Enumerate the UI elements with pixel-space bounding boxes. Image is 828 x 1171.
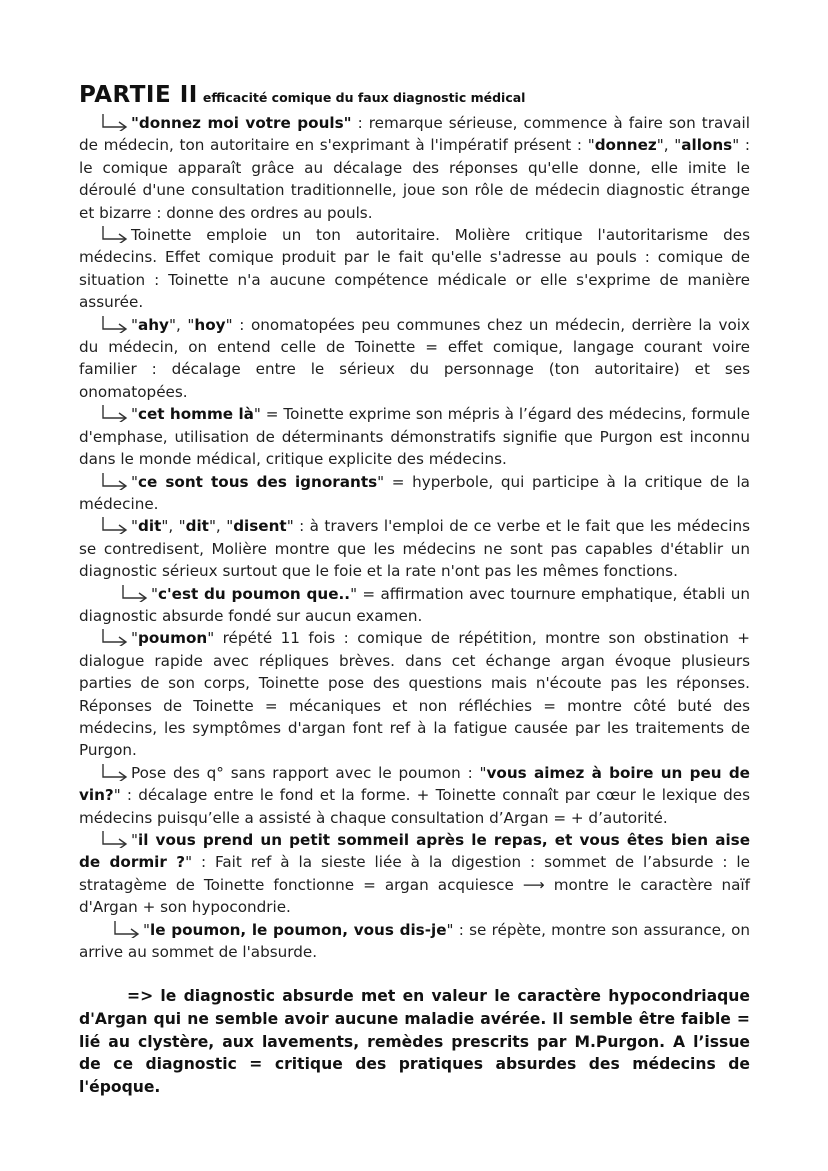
quote-bold: le poumon, le poumon, vous dis-je xyxy=(150,920,447,939)
paragraph-text: " = hyperbole, qui participe à la critique de la médecine. xyxy=(79,472,750,513)
paragraph-3 xyxy=(79,314,750,404)
turn-right-arrow-icon xyxy=(101,404,131,422)
paragraph-text: " xyxy=(151,584,158,603)
paragraph-text: : remarque sérieuse, commence à faire son travail de médecin, ton autoritaire en s'exprimant à l'impératif présent : " xyxy=(79,114,750,155)
turn-right-arrow-icon xyxy=(101,225,131,243)
paragraph-4 xyxy=(79,403,750,470)
paragraph-text: " xyxy=(131,405,138,424)
paragraph-1 xyxy=(79,112,750,224)
quote-bold: ce sont tous des ignorants xyxy=(138,472,378,491)
paragraph-text: ", " xyxy=(161,517,186,536)
paragraph-text: " : décalage entre le fond et la forme. + Toinette connaît par cœur le lexique des médecins puisqu’elle a assisté à chaque consultation d’Argan = + d’autorité. xyxy=(79,786,750,827)
turn-right-arrow-icon xyxy=(113,920,143,938)
turn-right-arrow-icon xyxy=(101,763,131,781)
paragraph-5 xyxy=(79,471,750,516)
paragraph-text: " xyxy=(131,629,138,648)
paragraph-text: " xyxy=(131,831,138,849)
paragraph-text: " : à travers l'emploi de ce verbe et le fait que les médecins se contredisent, Molière montre que les médecins ne sont pas capables d'établir un diagnostic sérieux surtout que le foie et la rate n'ont pas les mêmes fonctions. xyxy=(79,517,750,581)
paragraph-text: ", " xyxy=(208,517,234,536)
turn-right-arrow-icon xyxy=(101,830,131,848)
paragraph-text: " : onomatopées peu communes chez un médecin, derrière la voix du médecin, on entend celle de Toinette = effet comique, langage courant voire familier : décalage entre le sérieux du personnage (ton autoritaire) et ses onomatopées. xyxy=(79,315,750,401)
paragraph-text: " : se répète, montre son assurance, on arrive au sommet de l'absurde. xyxy=(79,920,750,962)
paragraph-2 xyxy=(79,224,750,314)
paragraph-7 xyxy=(79,583,750,628)
quote-bold: il vous prend un petit sommeil après le repas, et vous êtes bien aise de dormir ? xyxy=(79,831,750,872)
quote-bold: vous aimez à boire un peu de vin? xyxy=(79,763,750,805)
paragraph-text: " = Toinette exprime son mépris à l’égard des médecins, formule d'emphase, utilisation de déterminants démonstratifs signifie que Purgon est inconnu dans le monde médical, critique explicite des médecins. xyxy=(79,405,750,469)
turn-right-arrow-icon xyxy=(121,584,151,602)
paragraph-text: Toinette emploie un ton autoritaire. Molière critique l'autoritarisme des médecins. Effet comique produit par le fait qu'elle s'adresse au pouls : comique de situation : Toinette n'a aucune compétence médicale or elle s'exprime de manière assurée. xyxy=(79,226,750,312)
conclusion-text: => le diagnostic absurde met en valeur le caractère hypocondriaque d'Argan qui ne semble avoir aucune maladie avérée. Il semble être faible = lié au clystère, aux lavements, remèdes prescrits par M.Purgon. A l’issue de ce diagnostic = critique des pratiques absurdes des médecins de l'époque. xyxy=(79,987,750,1096)
paragraph-6 xyxy=(79,515,750,582)
paragraph-text: " = affirmation avec tournure emphatique, établi un diagnostic absurde fondé sur aucun examen. xyxy=(79,584,750,625)
quote-bold: cet homme là xyxy=(138,405,254,424)
turn-right-arrow-icon xyxy=(101,628,131,646)
paragraph-text: " : Fait ref à la sieste liée à la digestion : sommet de l’absurde : le stratagème de Toinette fonctionne = argan acquiesce ⟶ montre le caractère naïf d'Argan + son hypocondrie. xyxy=(79,853,751,917)
paragraph-text: ", " xyxy=(656,136,682,155)
turn-right-arrow-icon xyxy=(101,315,131,333)
conclusion-paragraph xyxy=(79,985,750,1098)
quote-bold: dit xyxy=(185,517,209,536)
quote-bold: allons xyxy=(681,136,733,155)
paragraph-11 xyxy=(79,919,750,964)
turn-right-arrow-icon xyxy=(101,516,131,534)
quote-bold: c'est du poumon que.. xyxy=(158,584,351,603)
turn-right-arrow-icon xyxy=(101,113,131,131)
section-heading xyxy=(79,82,750,111)
quote-bold: "donnez moi votre pouls" xyxy=(131,114,352,132)
quote-bold: poumon xyxy=(138,629,208,648)
paragraph-text: " xyxy=(143,920,150,939)
quote-bold: ahy xyxy=(138,315,169,334)
paragraph-8 xyxy=(79,627,750,761)
paragraph-9 xyxy=(79,762,750,829)
paragraph-10 xyxy=(79,829,750,919)
paragraph-text: " répété 11 fois : comique de répétition, montre son obstination + dialogue rapide avec répliques brèves. dans cet échange argan évoque plusieurs parties de son corps, Toinette pose des questions mais n'écoute pas les réponses. Réponses de Toinette = mécaniques et non réfléchies = montre côté buté des médecins, les symptômes d'argan font ref à la fatigue causée par les traitements de Purgon. xyxy=(79,629,750,760)
quote-bold: dit xyxy=(138,517,162,536)
paragraph-text: " xyxy=(131,472,138,491)
paragraph-text: " xyxy=(131,517,138,536)
paragraph-text: " xyxy=(131,315,138,334)
quote-bold: disent xyxy=(233,517,287,536)
quote-bold: hoy xyxy=(194,315,226,334)
heading-subtitle: efficacité comique du faux diagnostic médical xyxy=(202,90,526,105)
turn-right-arrow-icon xyxy=(101,472,131,490)
paragraph-text: ", " xyxy=(168,315,195,334)
paragraph-text: Pose des q° sans rapport avec le poumon : " xyxy=(131,763,487,782)
quote-bold: donnez xyxy=(594,136,657,155)
paragraph-text: " : le comique apparaît grâce au décalage des réponses qu'elle donne, elle imite le déroulé d'une consultation traditionnelle, joue son rôle de médecin diagnostic étrange et bizarre : donne des ordres au pouls. xyxy=(79,136,750,222)
heading-title: PARTIE II xyxy=(79,82,198,108)
